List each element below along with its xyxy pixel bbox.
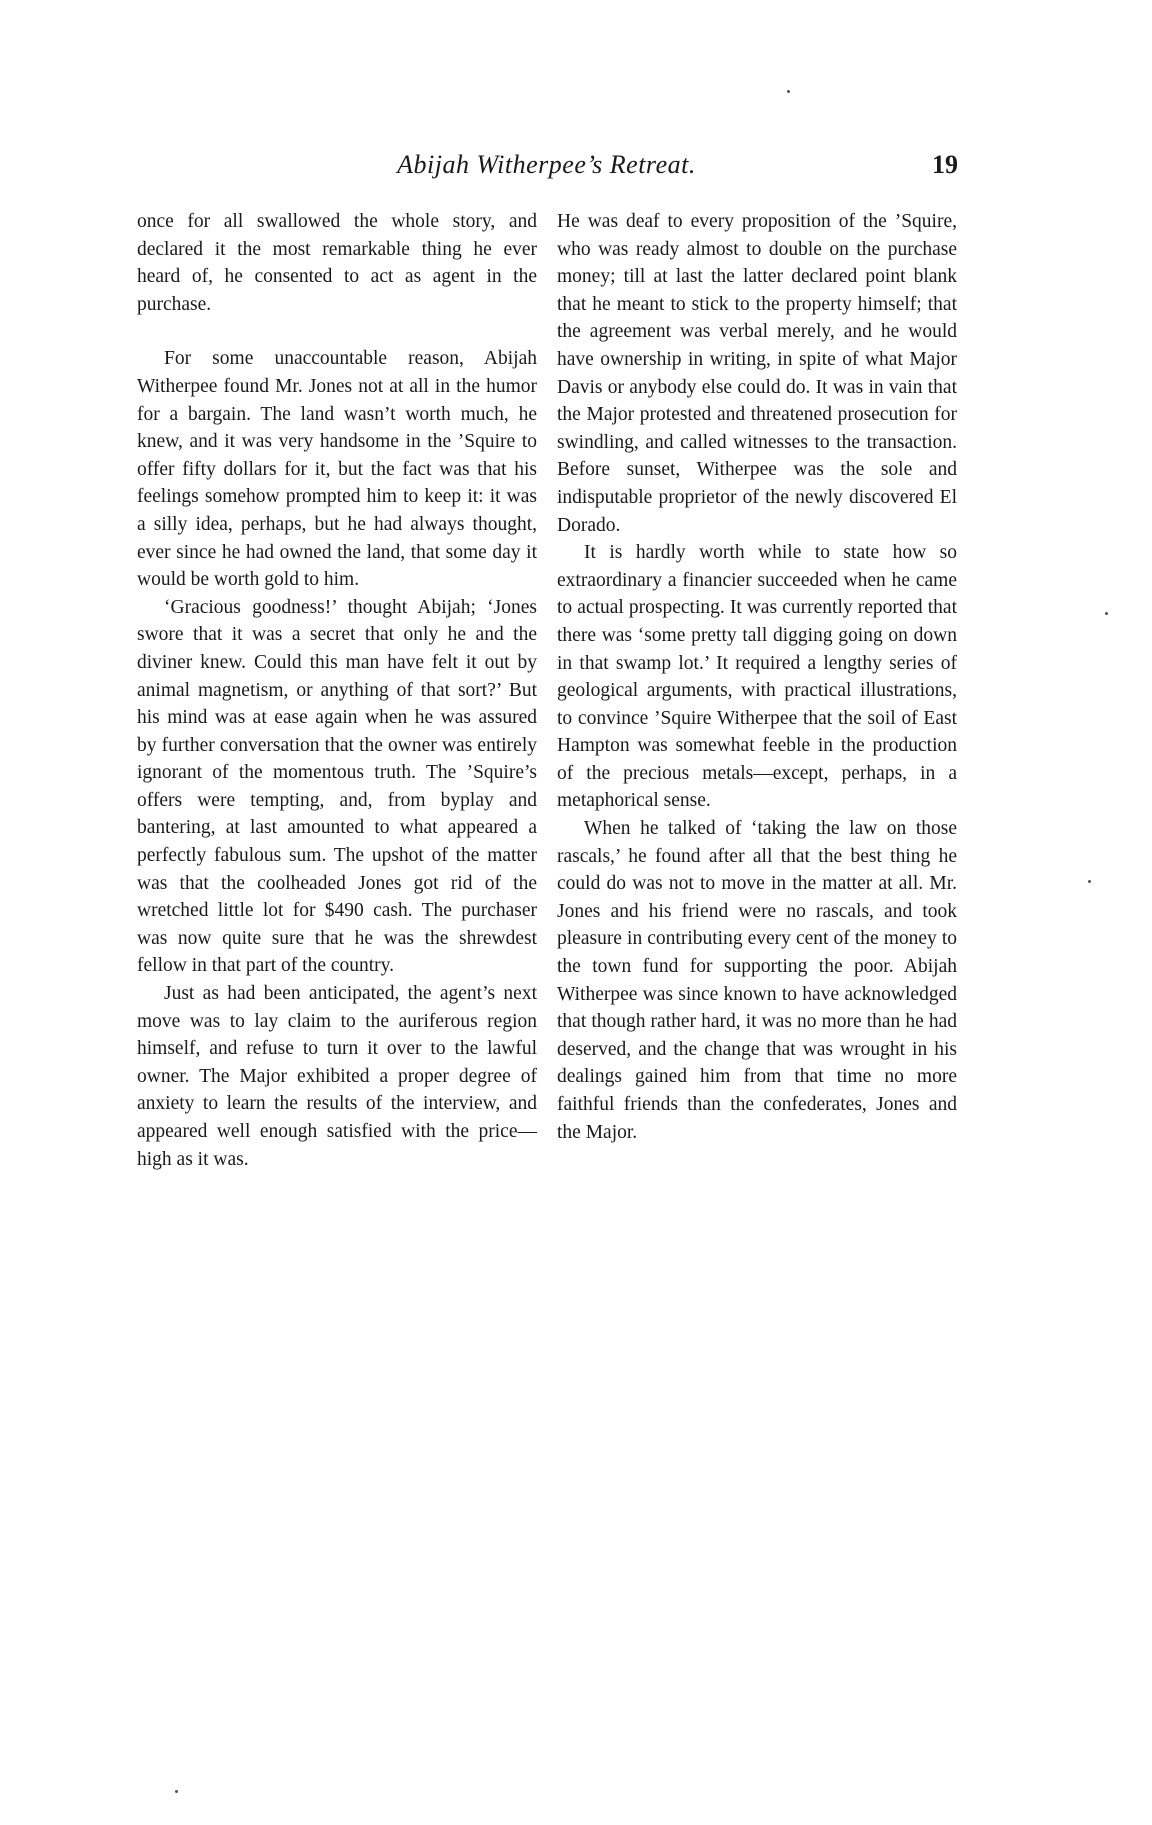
left-column	[137, 208, 537, 1173]
paragraph: once for all swallowed the whole story, and declared it the most remarkable thing he ever heard of, he consented to act as agent in the purchase.	[137, 211, 537, 315]
paragraph: He was deaf to every proposition of the ’Squire, who was ready almost to double on the purchase money; till at last the latter declared point blank that he meant to stick to the property himself; that the agreement was verbal merely, and he would have ownership in writing, in spite of what Major Davis or anybody else could do. It was in vain that the Major protested and threatened prosecution for swindling, and called witnesses to the transaction. Before sunset, Witherpee was the sole and indisputable proprietor of the newly discovered El Dorado.	[557, 211, 957, 536]
paragraph: It is hardly worth while to state how so extraordinary a financier succeeded when he came to actual prospecting. It was currently reported that there was ‘some pretty tall digging going on down in that swamp lot.’ It required a lengthy series of geological arguments, with practical illustrations, to convince ’Squire Witherpee that the soil of East Hampton was somewhat feeble in the production of the precious metals—except, perhaps, in a metaphorical sense.	[557, 542, 957, 812]
paragraph: For some unaccountable reason, Abijah Witherpee found Mr. Jones not at all in the humor for a bargain. The land wasn’t worth much, he knew, and it was very handsome in the ’Squire to offer fifty dollars for it, but the fact was that his feelings somehow prompted him to keep it: it was a silly idea, perhaps, but he had always thought, ever since he had owned the land, that some day it would be worth gold to him.	[137, 348, 537, 591]
scan-speck	[1088, 880, 1091, 883]
scan-speck	[787, 90, 790, 93]
page-header	[135, 150, 958, 190]
scan-speck	[175, 1790, 178, 1793]
right-column	[557, 208, 957, 1146]
running-title: Abijah Witherpee’s Retreat.	[397, 150, 696, 179]
paragraph: When he talked of ‘taking the law on those rascals,’ he found after all that the best thing he could do was not to move in the matter at all. Mr. Jones and his friend were no rascals, and took pleasure in contributing every cent of the money to the town fund for supporting the poor. Abijah Witherpee was since known to have acknowledged that though rather hard, it was no more than he had deserved, and the change that was wrought in his dealings gained him from that time no more faithful friends than the confederates, Jones and the Major.	[557, 818, 957, 1143]
paragraph: ‘Gracious goodness!’ thought Abijah; ‘Jones swore that it was a secret that only he and the diviner knew. Could this man have felt it out by animal magnetism, or anything of that sort?’ But his mind was at ease again when he was assured by further conversation that the owner was entirely ignorant of the momentous truth. The ’Squire’s offers were tempting, and, from byplay and bantering, at last amounted to what appeared a perfectly fabulous sum. The upshot of the matter was that the coolheaded Jones got rid of the wretched little lot for $490 cash. The purchaser was now quite sure that he was the shrewdest fellow in that part of the country.	[137, 596, 537, 977]
page-number: 19	[932, 150, 958, 179]
scan-speck	[1105, 612, 1108, 615]
paragraph: Just as had been anticipated, the agent’s next move was to lay claim to the auriferous region himself, and refuse to turn it over to the lawful owner. The Major exhibited a proper degree of anxiety to learn the results of the interview, and appeared well enough satisfied with the price—high as it was.	[137, 983, 537, 1170]
